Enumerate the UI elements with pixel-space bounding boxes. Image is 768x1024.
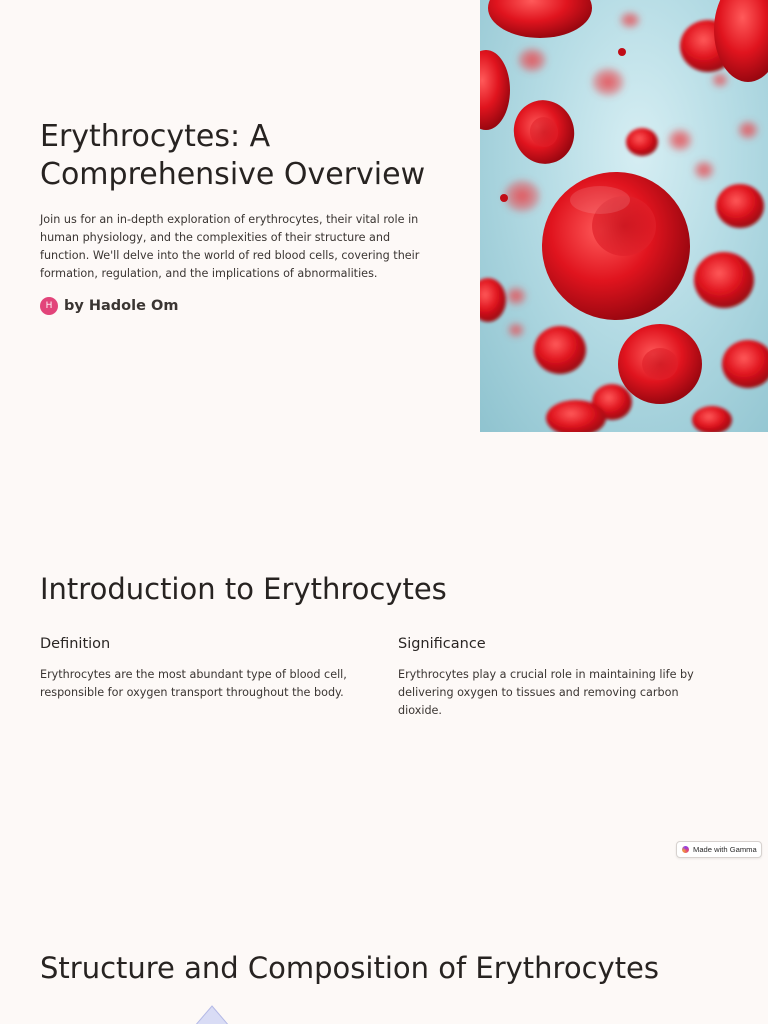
significance-heading: Significance [398, 636, 486, 652]
significance-column [398, 634, 718, 720]
made-with-gamma-badge[interactable] [676, 841, 762, 858]
triangle-shape-icon [192, 1005, 232, 1024]
red-blood-cells-image [480, 0, 768, 432]
title-slide [0, 0, 768, 432]
author-avatar: H [40, 297, 58, 315]
definition-heading: Definition [40, 636, 111, 652]
gamma-logo-icon [682, 846, 689, 853]
author-name: by Hadole Om [64, 298, 179, 314]
definition-text: Erythrocytes are the most abundant type of blood cell, responsible for oxygen transport throughout the body. [40, 668, 347, 699]
introduction-title: Introduction to Erythrocytes [40, 572, 447, 606]
gamma-badge-label: Made with Gamma [693, 845, 757, 854]
significance-text: Erythrocytes play a crucial role in maintaining life by delivering oxygen to tissues and removing carbon dioxide. [398, 668, 694, 717]
presentation-title: Erythrocytes: A Comprehensive Overview [40, 119, 426, 192]
structure-title: Structure and Composition of Erythrocytes [40, 951, 660, 985]
author-byline [40, 296, 178, 316]
red-blood-cells-illustration [480, 0, 768, 432]
presentation-description: Join us for an in-depth exploration of erythrocytes, their vital role in human physiology, and the complexities of their structure and function. We'll delve into the world of red blood cells, covering their formation, regulation, and the implications of abnormalities. [40, 213, 420, 280]
definition-column [40, 634, 360, 702]
